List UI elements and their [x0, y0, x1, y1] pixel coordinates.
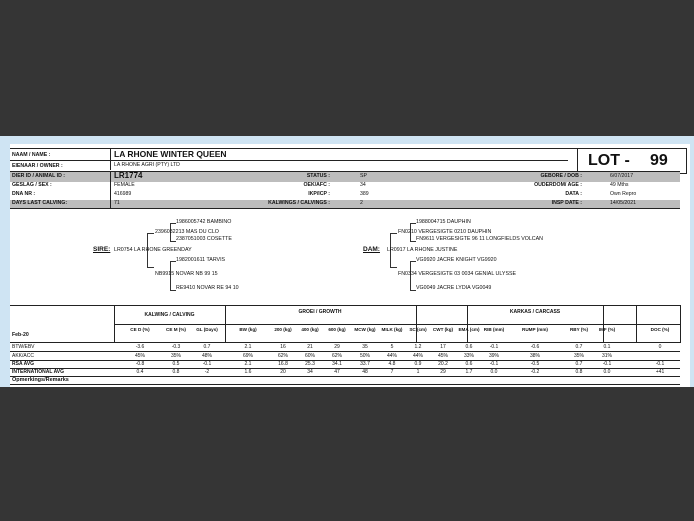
column-header: 400 (kg) — [301, 327, 319, 332]
table-cell: 60% — [304, 353, 315, 359]
insp-date-label: INSP DATE : — [551, 200, 582, 206]
table-cell: 35% — [170, 353, 181, 359]
table-cell: 0.7 — [575, 361, 583, 367]
table-cell: 21 — [307, 344, 313, 350]
table-cell: 45% — [134, 353, 145, 359]
dam-dam-sire: VG9920 JACRE KNIGHT VG9920 — [416, 257, 497, 263]
column-header: DOC (%) — [650, 327, 670, 332]
table-cell: 2.1 — [244, 344, 252, 350]
column-header: CE D (%) — [130, 327, 150, 332]
table-cell: 47 — [334, 369, 340, 375]
dam-dam-dam: VG0049 JACRE LYDIA VG0049 — [416, 285, 492, 291]
age-value: 49 Mths — [610, 182, 629, 188]
table-cell: 38% — [529, 353, 540, 359]
calvings-value: 2 — [360, 200, 363, 206]
table-cell: -0.2 — [530, 369, 540, 375]
table-cell: 0.0 — [603, 369, 611, 375]
owner-name: LA RHONE AGRI (PTY) LTD — [114, 162, 180, 168]
row-label: RSA AVG — [12, 361, 35, 367]
table-cell: -0.1 — [655, 361, 665, 367]
status-value: SP — [360, 173, 367, 179]
table-cell: 17 — [440, 344, 446, 350]
table-cell: 44% — [412, 353, 423, 359]
table-cell: 16.8 — [278, 361, 288, 367]
table-cell: 29 — [440, 369, 446, 375]
afc-label: OEK/AFC : — [303, 182, 330, 188]
table-cell: 0.1 — [603, 344, 611, 350]
table-cell: -0.6 — [530, 344, 540, 350]
sex-label: GESLAG / SEX : — [12, 182, 52, 188]
column-header: CE M (%) — [166, 327, 186, 332]
sex-value: FEMALE — [114, 182, 135, 188]
table-cell: 31% — [601, 353, 612, 359]
lot-number: 99 — [650, 152, 668, 169]
column-header: 600 (kg) — [328, 327, 346, 332]
dam-sire-sire: 1988004715 DAUPHIN — [416, 219, 471, 225]
column-header: 200 (kg) — [274, 327, 292, 332]
data-value: Own Repro — [610, 191, 637, 197]
table-cell: 69% — [242, 353, 253, 359]
column-header: CWT (kg) — [432, 327, 454, 332]
column-header: BW (kg) — [239, 327, 257, 332]
table-cell: 45% — [437, 353, 448, 359]
table-cell: 33.7 — [360, 361, 370, 367]
table-cell: 39% — [488, 353, 499, 359]
insp-date-value: 14/05/2021 — [610, 200, 636, 206]
days-last-calving-label: DAYS LAST CALVING: — [12, 200, 68, 206]
column-header: MILK (kg) — [381, 327, 403, 332]
table-cell: 7 — [390, 369, 394, 375]
table-cell: 0.7 — [575, 344, 583, 350]
table-cell: 0.5 — [172, 361, 180, 367]
table-cell: 0.4 — [136, 369, 144, 375]
row-label: AKK/ACC — [12, 353, 34, 359]
calvings-label: KALWINGS / CALVINGS : — [268, 200, 330, 206]
dam-label: DAM: — [363, 246, 380, 253]
table-cell: 35 — [362, 344, 368, 350]
column-header: MCW (kg) — [354, 327, 376, 332]
table-cell: 1.7 — [465, 369, 473, 375]
table-cell: 0.9 — [414, 361, 422, 367]
table-cell: -0.1 — [602, 361, 612, 367]
dna-label: DNA NR : — [12, 191, 36, 197]
group-calving: KALWING / CALVING — [144, 312, 195, 318]
column-header: RIB (mm) — [483, 327, 505, 332]
afc-value: 34 — [360, 182, 366, 188]
table-cell: -0.5 — [530, 361, 540, 367]
ebv-date-label: Feb-20 — [12, 332, 29, 338]
table-cell: -0.1 — [489, 344, 499, 350]
column-header: IMF (%) — [598, 327, 616, 332]
table-cell: 0.7 — [203, 344, 211, 350]
dam-sire-dam: FN9611 VERGESIGTE 96 11 LONGFIELDS VOLCAN — [416, 236, 543, 242]
icp-label: IKP/ICP : — [308, 191, 330, 197]
table-cell: -0.8 — [135, 361, 145, 367]
icp-value: 389 — [360, 191, 369, 197]
sire-sire-dam: 2387051003 COSETTE — [176, 236, 232, 242]
table-cell: 0 — [658, 344, 662, 350]
table-cell: -0.1 — [202, 361, 212, 367]
dna-value: 416989 — [114, 191, 132, 197]
table-cell: 0.0 — [490, 369, 498, 375]
column-header: GL (Days) — [196, 327, 218, 332]
row-label: INTERNATIONAL AVG — [12, 369, 65, 375]
status-label: STATUS : — [306, 173, 330, 179]
table-cell: 0.6 — [465, 361, 473, 367]
sire-dam-dam: RE9410 NOVAR RE 94 10 — [176, 285, 239, 291]
table-cell: 29 — [334, 344, 340, 350]
table-cell: 5 — [390, 344, 394, 350]
remarks-label: Opmerkings/Remarks — [12, 377, 69, 383]
document-card — [0, 136, 694, 387]
table-cell: -0.3 — [171, 344, 181, 350]
table-cell: 1 — [416, 369, 420, 375]
row-label: BTW/EBV — [12, 344, 35, 350]
dam-sire: FN0210 VERGESIGTE 0210 DAUPHIN — [398, 229, 492, 235]
sire-sire: 2396032213 MAS DU CLO — [155, 229, 219, 235]
table-cell: 48% — [201, 353, 212, 359]
table-cell: 1.2 — [414, 344, 422, 350]
table-cell: 0.8 — [172, 369, 180, 375]
sire-dam-sire: 1982001611 TARVIS — [176, 257, 226, 263]
column-header: EMA (cm) — [458, 327, 480, 332]
days-last-calving-value: 71 — [114, 200, 120, 206]
table-cell: 0.8 — [575, 369, 583, 375]
column-header: SC (cm) — [409, 327, 427, 332]
table-cell: 34 — [307, 369, 313, 375]
dam-name: LR0917 LA RHONE JUSTINE — [387, 247, 458, 253]
lot-label: LOT - — [588, 152, 630, 169]
sire-dam: NB9915 NOVAR NB 99 15 — [155, 271, 218, 277]
table-cell: 16 — [280, 344, 286, 350]
table-cell: 1.6 — [244, 369, 252, 375]
column-header: RUMP (mm) — [522, 327, 548, 332]
table-cell: +41 — [655, 369, 665, 375]
table-cell: 4.8 — [388, 361, 396, 367]
table-cell: 20.2 — [438, 361, 448, 367]
animal-id-value: LR1774 — [114, 171, 143, 180]
table-cell: 33% — [463, 353, 474, 359]
name-label: NAAM / NAME : — [12, 152, 51, 158]
animal-id-label: DIER ID / ANIMAL ID : — [12, 173, 66, 179]
table-cell: -0.1 — [489, 361, 499, 367]
group-carcass: KARKAS / CARCASS — [509, 309, 561, 315]
column-header: RBY (%) — [569, 327, 589, 332]
table-cell: 2.1 — [244, 361, 252, 367]
animal-info-sheet — [10, 144, 690, 387]
table-cell: 48 — [362, 369, 368, 375]
dob-value: 6/07/2017 — [610, 173, 634, 179]
data-label: DATA : — [565, 191, 582, 197]
sire-sire-sire: 1986005742 BAMBINO — [176, 219, 232, 225]
sire-name: LR0754 LA RHONE GREENDAY — [114, 247, 192, 253]
table-cell: 44% — [386, 353, 397, 359]
table-cell: 35% — [573, 353, 584, 359]
dam-dam: FN0334 VERGESIGTE 03 0034 GENIAL ULYSSE — [398, 271, 517, 277]
table-cell: -2 — [204, 369, 210, 375]
table-cell: 50% — [359, 353, 370, 359]
owner-label: EIENAAR / OWNER : — [12, 163, 63, 169]
table-cell: 62% — [277, 353, 288, 359]
animal-name: LA RHONE WINTER QUEEN — [114, 149, 227, 159]
table-cell: 0.6 — [465, 344, 473, 350]
sire-label: SIRE: — [93, 246, 111, 253]
table-cell: -3.6 — [135, 344, 145, 350]
table-cell: 34.1 — [332, 361, 342, 367]
table-cell: 25.3 — [305, 361, 315, 367]
age-label: OUDERDOM/ AGE : — [534, 182, 582, 188]
table-cell: 20 — [280, 369, 286, 375]
table-cell: 62% — [331, 353, 342, 359]
group-growth: GROEI / GROWTH — [298, 309, 342, 315]
dob-label: GEBORE / DOB : — [540, 173, 582, 179]
